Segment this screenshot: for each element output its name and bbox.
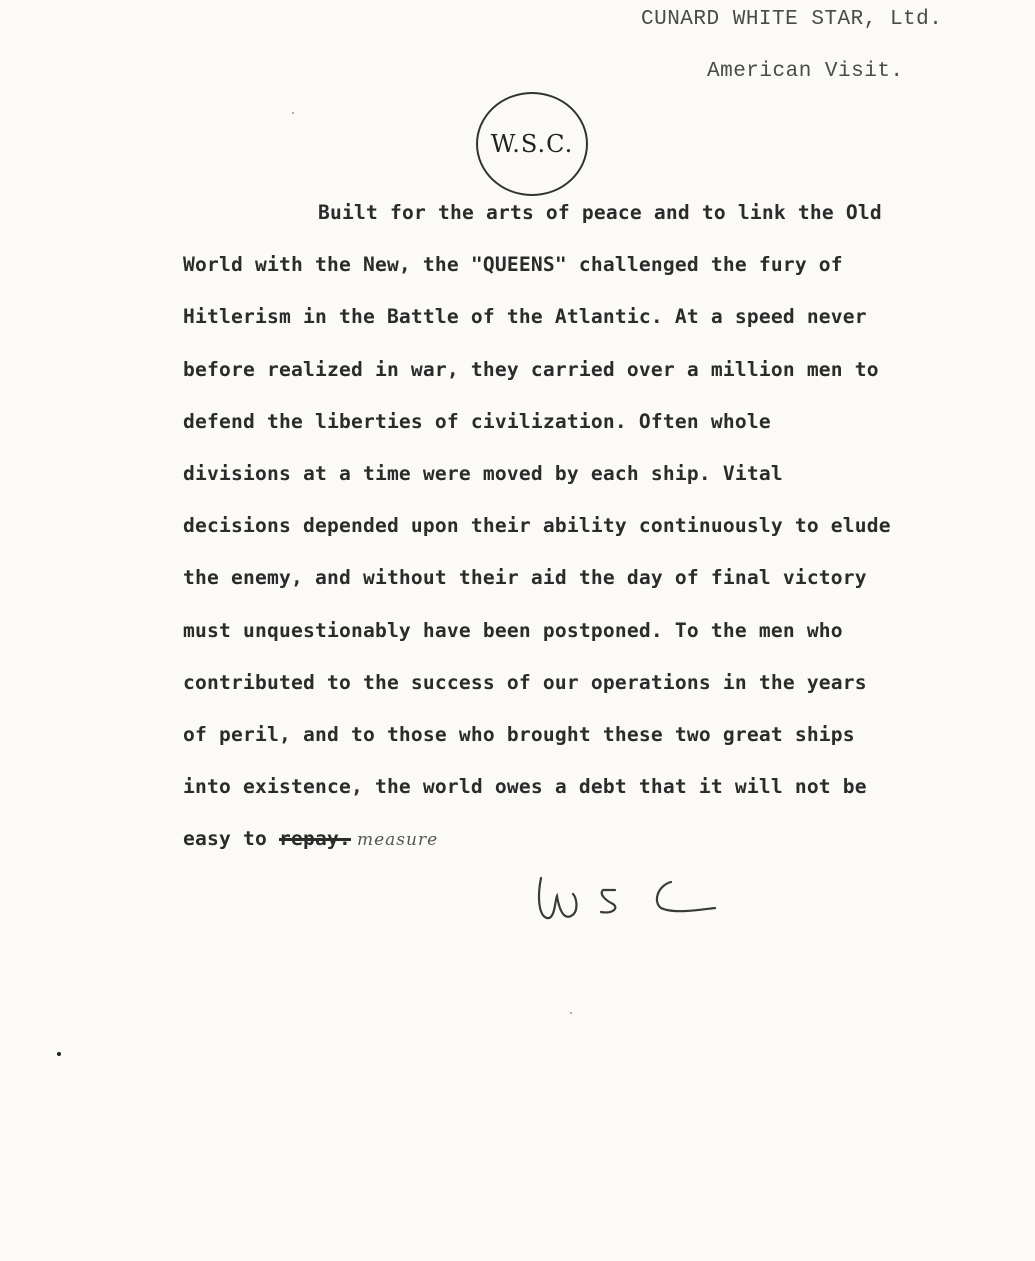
wsc-seal-stamp — [476, 92, 588, 196]
body-line: decisions depended upon their ability continuously to elude — [183, 514, 891, 538]
body-last-line — [183, 821, 983, 873]
body-line: Hitlerism in the Battle of the Atlantic. At a speed never — [183, 305, 867, 329]
body-line: contributed to the success of our operations in the years — [183, 670, 867, 694]
body-line: defend the liberties of civilization. Often whole — [183, 409, 771, 433]
handwritten-correction: measure — [356, 830, 439, 851]
body-line: the enemy, and without their aid the day of final victory — [183, 566, 867, 590]
wsc-signature — [533, 868, 723, 928]
body-line: of peril, and to those who brought these two great ships — [183, 722, 855, 746]
body-line: into existence, the world owes a debt that it will not be — [183, 775, 867, 799]
ink-speck — [292, 112, 294, 114]
visit-subtitle: American Visit. — [707, 60, 904, 83]
body-line: before realized in war, they carried over a million men to — [183, 357, 879, 381]
ink-speck — [570, 1012, 572, 1014]
ink-speck — [57, 1052, 61, 1056]
letter-body — [183, 195, 983, 873]
body-line: Built for the arts of peace and to link the Old — [318, 201, 882, 224]
body-line: divisions at a time were moved by each ship. Vital — [183, 461, 783, 485]
struck-word: repay. — [278, 827, 351, 851]
body-line: World with the New, the "QUEENS" challenged the fury of — [183, 253, 843, 277]
seal-text: W.S.C. — [490, 130, 574, 158]
body-line: must unquestionably have been postponed. To the men who — [183, 618, 843, 642]
company-heading: CUNARD WHITE STAR, Ltd. — [641, 8, 943, 31]
last-line-prefix: easy to — [183, 827, 279, 851]
